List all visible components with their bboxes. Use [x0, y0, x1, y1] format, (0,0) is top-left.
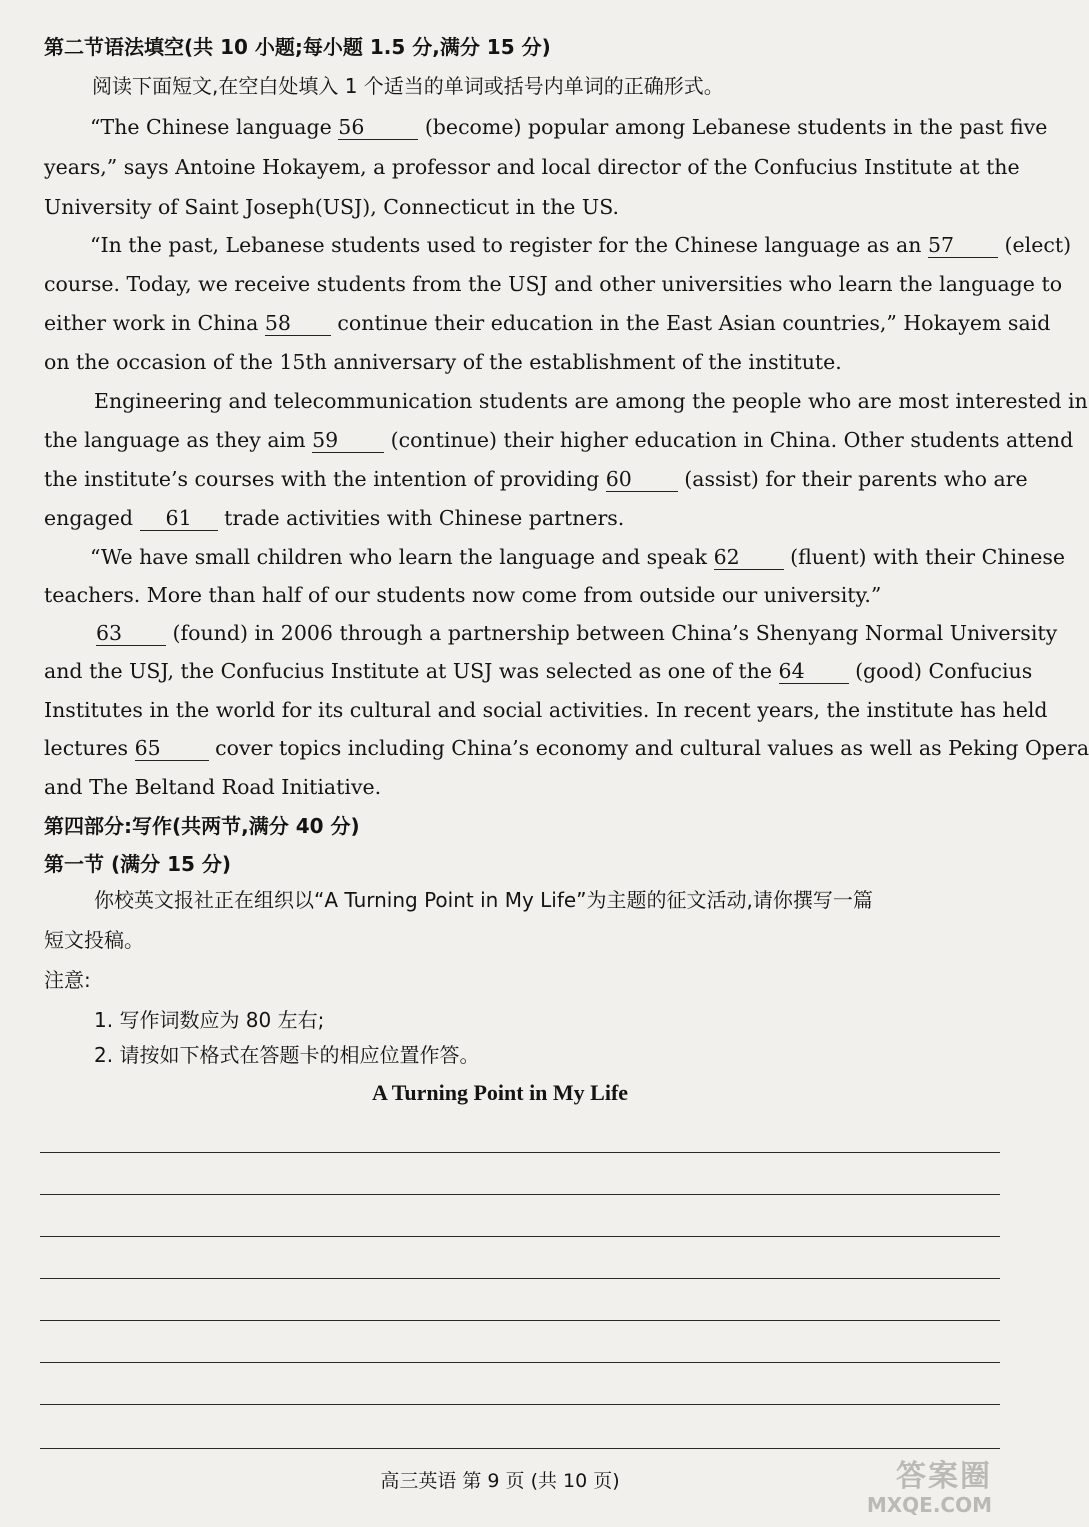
part4-section1: 第一节 (满分 15 分): [44, 852, 232, 876]
passage-line-7: on the occasion of the 15th anniversary of the establishment of the institute.: [44, 350, 842, 374]
writing-line[interactable]: [40, 1194, 1000, 1195]
writing-line[interactable]: [40, 1320, 1000, 1321]
blank-65[interactable]: 65: [135, 736, 209, 761]
passage-line-3: University of Saint Joseph(USJ), Connecticut in the US.: [44, 195, 620, 219]
passage-line-15: and the USJ, the Confucius Institute at USJ was selected as one of the 64 (good) Confucius: [44, 659, 1033, 683]
blank-61[interactable]: 61: [140, 506, 218, 531]
section2-instruction: 阅读下面短文,在空白处填入 1 个适当的单词或括号内单词的正确形式。: [92, 74, 724, 98]
watermark-bottom-text: MXQE.COM: [866, 1493, 992, 1517]
part4-heading: 第四部分:写作(共两节,满分 40 分): [44, 814, 360, 838]
writing-line[interactable]: [40, 1278, 1000, 1279]
essay-title: A Turning Point in My Life: [371, 1080, 629, 1105]
blank-58[interactable]: 58: [265, 311, 331, 336]
writing-line[interactable]: [40, 1404, 1000, 1405]
writing-prompt-2: 短文投稿。: [44, 928, 144, 952]
passage-line-17: lectures 65 cover topics including China’s economy and cultural values as well as Peking Opera: [44, 736, 1089, 760]
writing-line[interactable]: [40, 1152, 1000, 1153]
passage-line-14: 63 (found) in 2006 through a partnership between China’s Shenyang Normal University: [96, 621, 1058, 645]
blank-60[interactable]: 60: [606, 467, 678, 492]
passage-line-5: course. Today, we receive students from the USJ and other universities who learn the language to: [44, 272, 1063, 296]
writing-line[interactable]: [40, 1236, 1000, 1237]
passage-line-6: either work in China 58 continue their education in the East Asian countries,” Hokayem said: [44, 311, 1051, 335]
passage-line-13: teachers. More than half of our students now come from outside our university.”: [44, 583, 882, 607]
note-2: 2. 请按如下格式在答题卡的相应位置作答。: [94, 1043, 480, 1067]
section2-heading: 第二节语法填空(共 10 小题;每小题 1.5 分,满分 15 分): [44, 35, 551, 59]
watermark-top-text: 答案圈: [896, 1459, 992, 1494]
passage-line-12: “We have small children who learn the language and speak 62 (fluent) with their Chinese: [90, 545, 1066, 569]
blank-57[interactable]: 57: [928, 233, 998, 258]
note-1: 1. 写作词数应为 80 左右;: [94, 1008, 325, 1032]
note-label: 注意:: [44, 968, 91, 992]
passage-line-8: Engineering and telecommunication students are among the people who are most interested in: [94, 389, 1088, 413]
blank-63[interactable]: 63: [96, 621, 166, 646]
passage-line-18: and The Beltand Road Initiative.: [44, 775, 382, 799]
writing-line[interactable]: [40, 1362, 1000, 1363]
blank-56[interactable]: 56: [338, 115, 418, 140]
writing-prompt-1: 你校英文报社正在组织以“A Turning Point in My Life”为主题的征文活动,请你撰写一篇: [94, 888, 873, 912]
blank-59[interactable]: 59: [312, 428, 384, 453]
passage-line-2: years,” says Antoine Hokayem, a professor and local director of the Confucius Institute at the: [44, 155, 1020, 179]
watermark-logo: [842, 1451, 992, 1521]
passage-line-9: the language as they aim 59 (continue) their higher education in China. Other students attend: [44, 428, 1074, 452]
passage-line-1: “The Chinese language 56 (become) popular among Lebanese students in the past five: [90, 115, 1048, 139]
passage-line-16: Institutes in the world for its cultural and social activities. In recent years, the institute has held: [44, 698, 1048, 722]
blank-62[interactable]: 62: [714, 545, 784, 570]
passage-line-4: “In the past, Lebanese students used to register for the Chinese language as an 57 (elect): [90, 233, 1072, 257]
passage-line-11: engaged 61 trade activities with Chinese partners.: [44, 506, 625, 530]
page-footer: 高三英语 第 9 页 (共 10 页): [380, 1470, 620, 1492]
writing-line[interactable]: [40, 1448, 1000, 1449]
blank-64[interactable]: 64: [779, 659, 849, 684]
passage-line-10: the institute’s courses with the intention of providing 60 (assist) for their parents who are: [44, 467, 1028, 491]
